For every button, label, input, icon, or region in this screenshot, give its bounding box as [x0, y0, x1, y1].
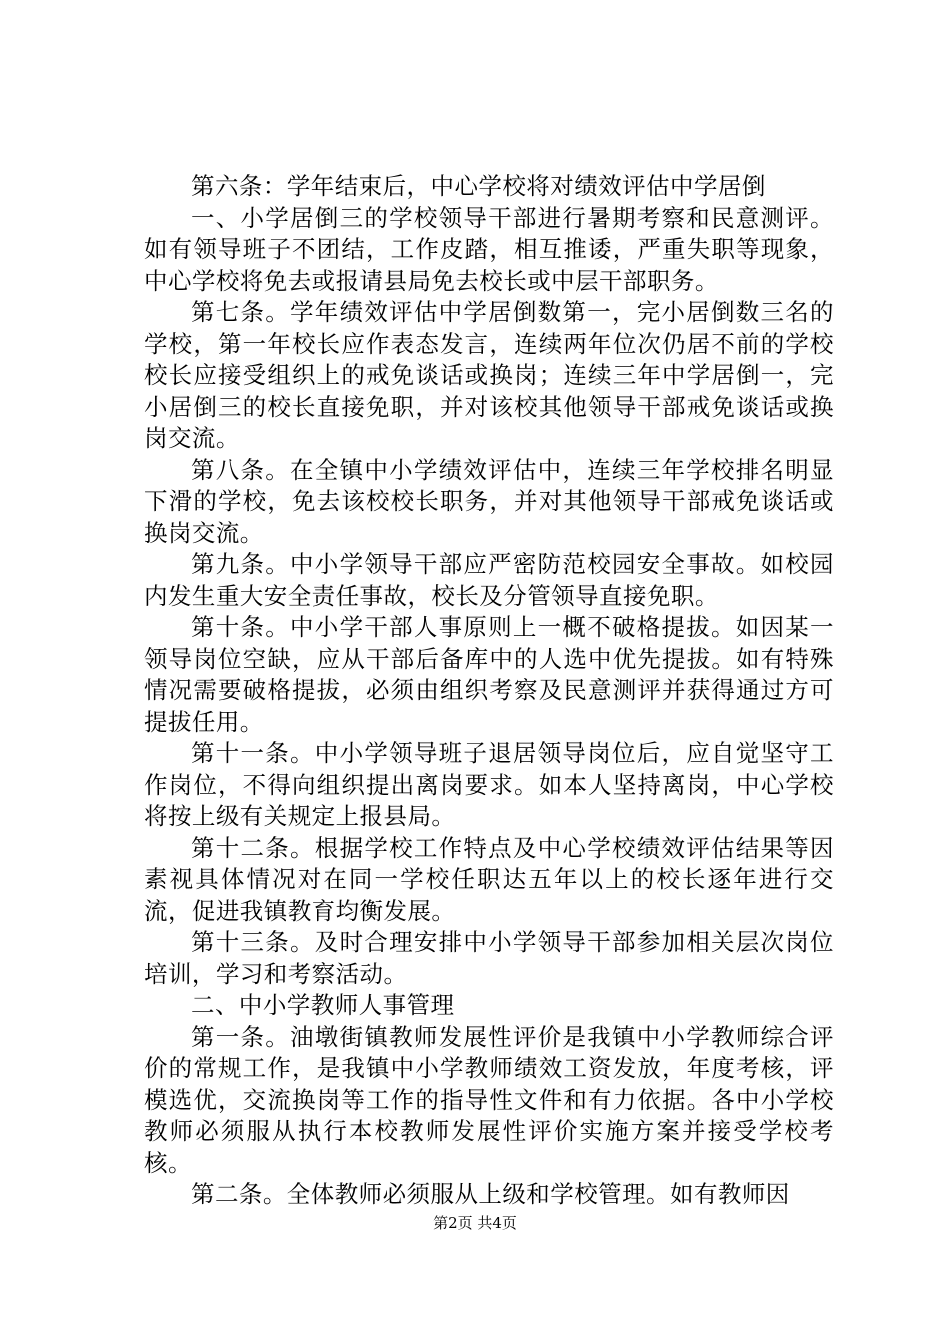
section-heading: 二、中小学教师人事管理 — [191, 991, 455, 1019]
document-body — [144, 171, 834, 1211]
paragraph: 第十三条。及时合理安排中小学领导干部参加相关层次岗位培训，学习和考察活动。 — [144, 928, 834, 988]
paragraph: 第一条。油墩街镇教师发展性评价是我镇中小学教师综合评价的常规工作，是我镇中小学教师绩效工资发放，年度考核，评模选优，交流换岗等工作的指导性文件和有力依据。各中小学校教师必须服从执行本校教师发展性评价实施方案并接受学校考核。 — [144, 1022, 834, 1177]
paragraph: 第六条：学年结束后，中心学校将对绩效评估中学居倒 — [191, 172, 766, 200]
paragraph: 一、小学居倒三的学校领导干部进行暑期考察和民意测评。如有领导班子不团结，工作皮踏，相互推诿，严重失职等现象，中心学校将免去或报请县局免去校长或中层干部职务。 — [144, 203, 834, 295]
paragraph: 第七条。学年绩效评估中学居倒数第一，完小居倒数三名的学校，第一年校长应作表态发言，连续两年位次仍居不前的学校校长应接受组织上的戒免谈话或换岗；连续三年中学居倒一，完小居倒三的校长直接免职，并对该校其他领导干部戒免谈话或换岗交流。 — [144, 298, 834, 452]
paragraph: 第十一条。中小学领导班子退居领导岗位后，应自觉坚守工作岗位，不得向组织提出离岗要求。如本人坚持离岗，中心学校将按上级有关规定上报县局。 — [144, 739, 834, 830]
paragraph: 第八条。在全镇中小学绩效评估中，连续三年学校排名明显下滑的学校，免去该校校长职务，并对其他领导干部戒免谈话或换岗交流。 — [144, 455, 834, 547]
paragraph: 第十条。中小学干部人事原则上一概不破格提拔。如因某一领导岗位空缺，应从干部后备库中的人选中优先提拔。如有特殊情况需要破格提拔，必须由组织考察及民意测评并获得通过方可提拔任用。 — [144, 613, 834, 736]
paragraph: 第十二条。根据学校工作特点及中心学校绩效评估结果等因素视具体情况对在同一学校任职达五年以上的校长逐年进行交流，促进我镇教育均衡发展。 — [144, 833, 834, 925]
page-number-footer: 第2页 共4页 — [433, 1214, 517, 1232]
paragraph: 第二条。全体教师必须服从上级和学校管理。如有教师因 — [191, 1180, 790, 1208]
paragraph: 第九条。中小学领导干部应严密防范校园安全事故。如校园内发生重大安全责任事故，校长及分管领导直接免职。 — [144, 550, 834, 610]
